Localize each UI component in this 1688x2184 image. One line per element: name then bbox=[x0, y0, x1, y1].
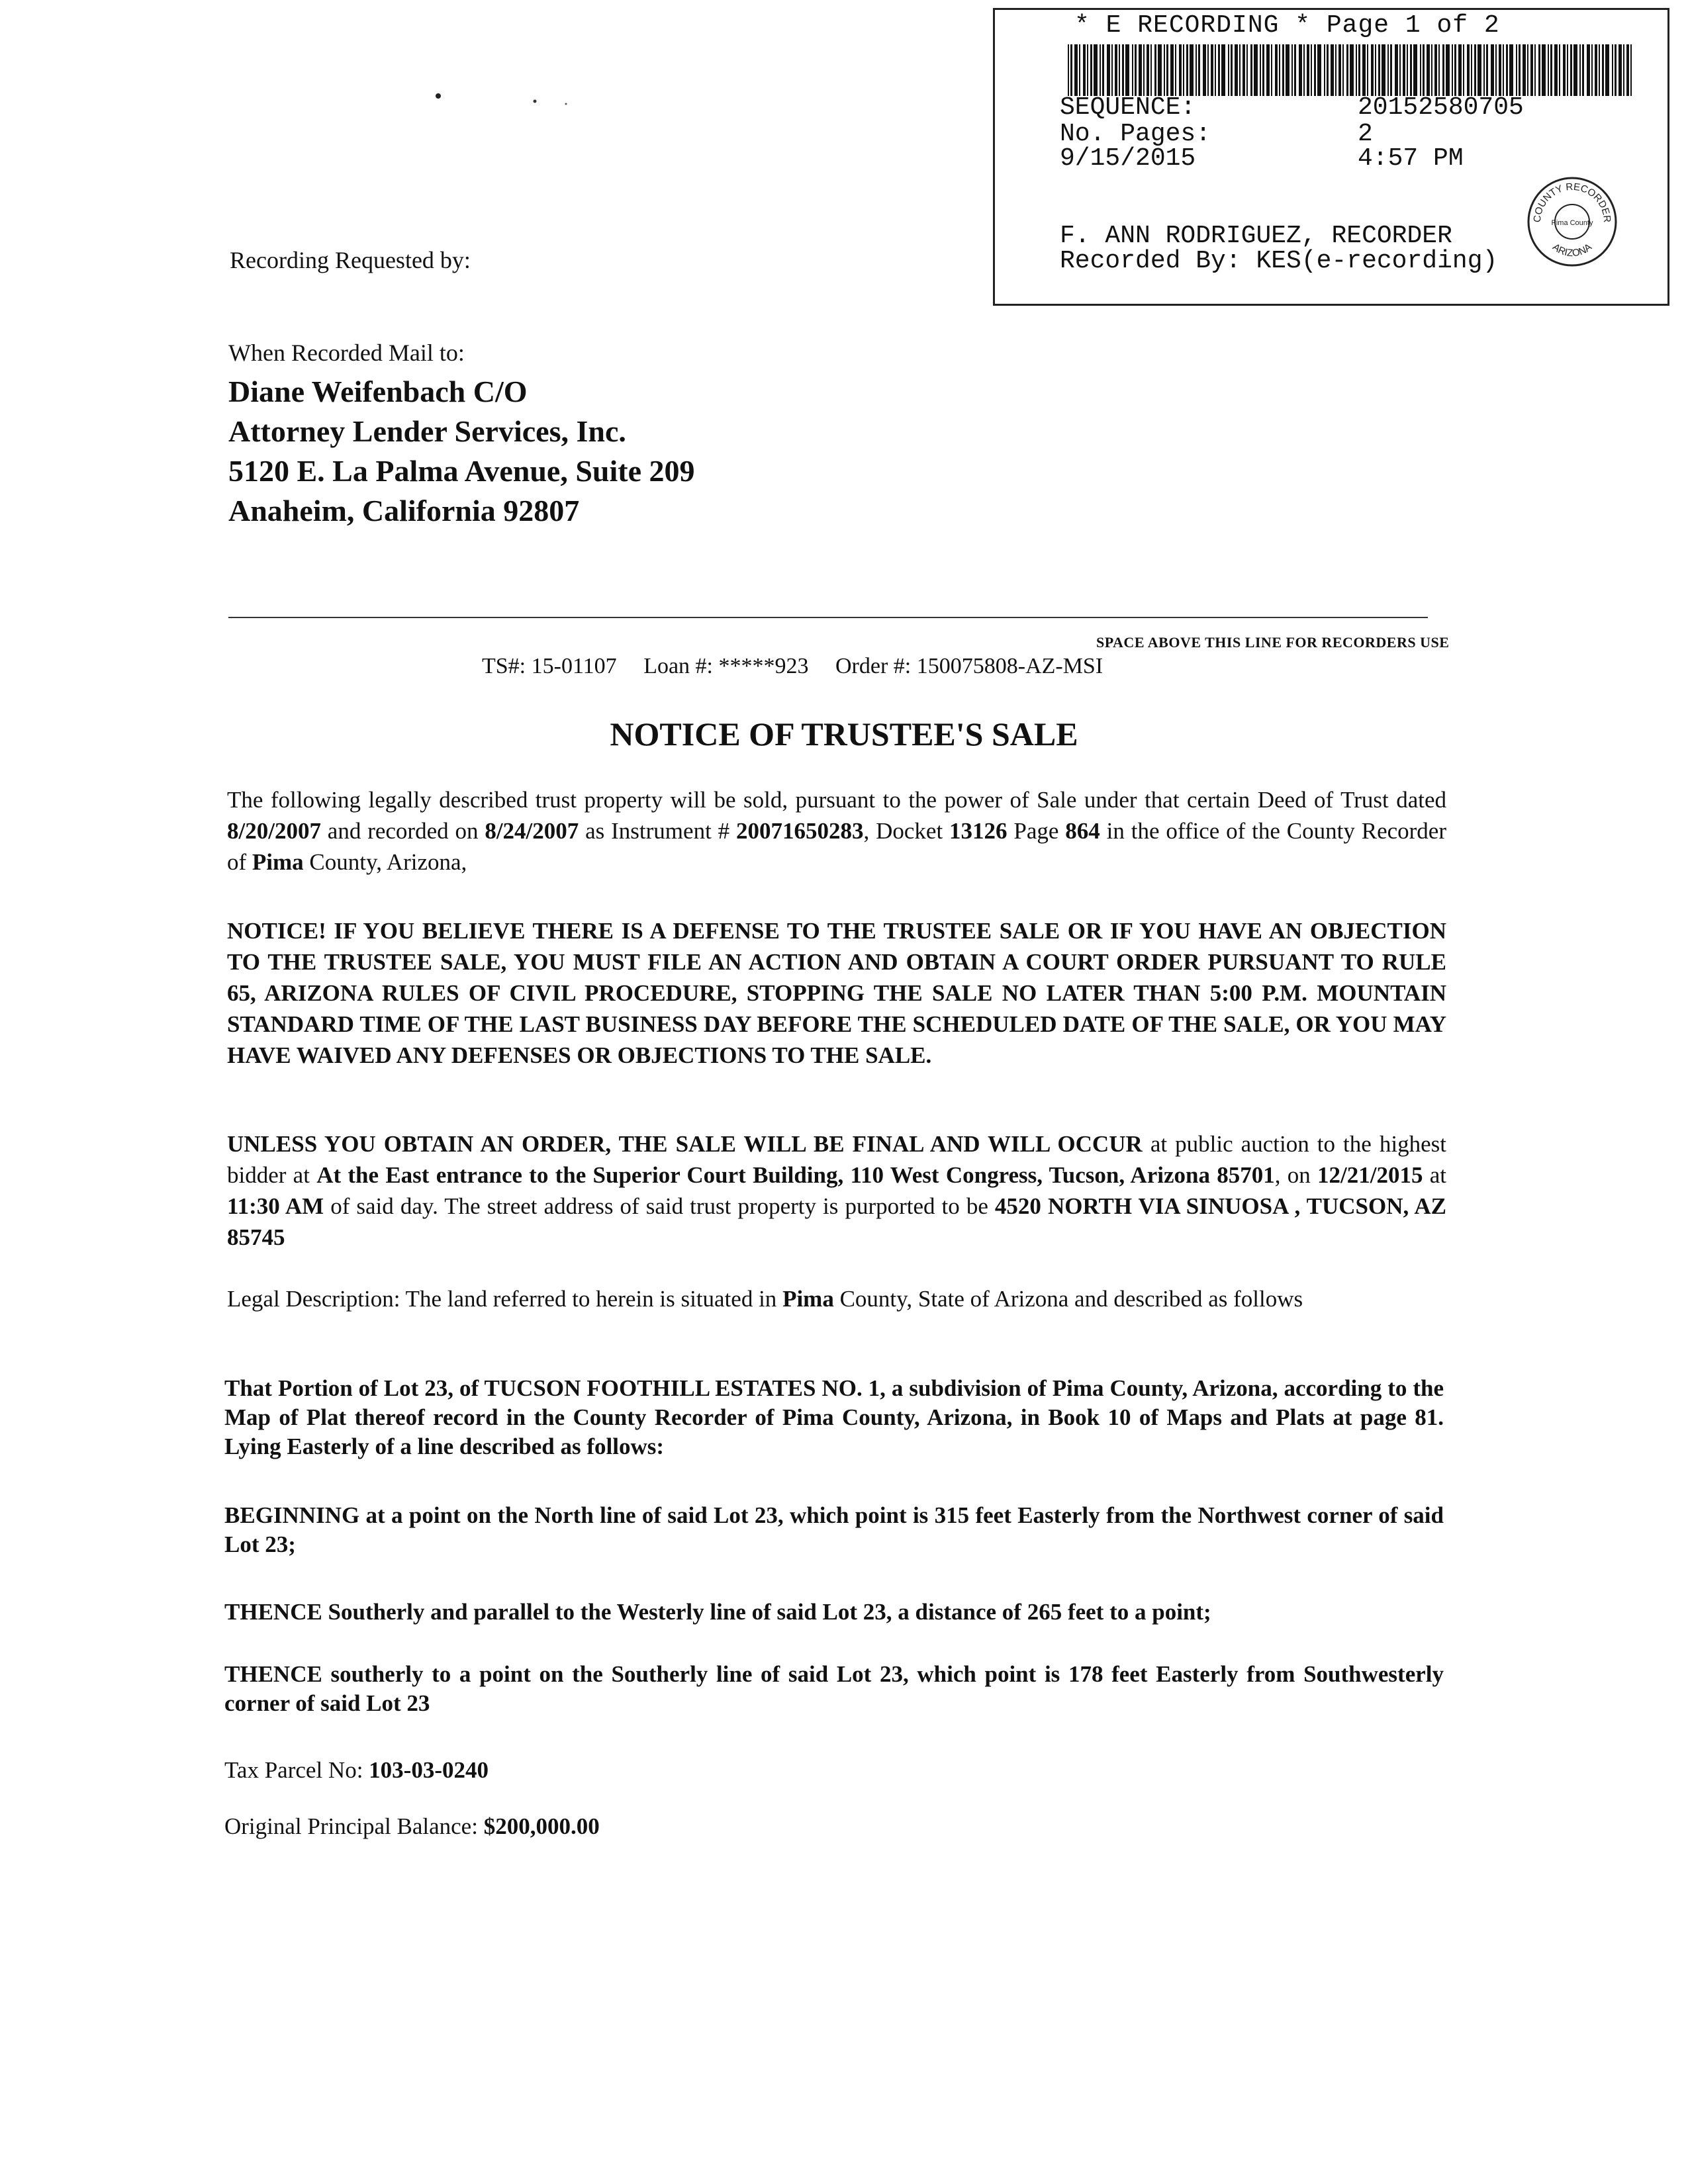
pages-value: 2 bbox=[1358, 120, 1373, 148]
document-title: NOTICE OF TRUSTEE'S SALE bbox=[610, 715, 1078, 752]
mail-to-line: Attorney Lender Services, Inc. bbox=[228, 414, 626, 448]
scan-specks bbox=[430, 89, 589, 109]
notice-paragraph: NOTICE! IF YOU BELIEVE THERE IS A DEFENSE TO THE TRUSTEE SALE OR IF YOU HAVE AN OBJECTION TO THE TRUSTEE SALE, YOU MUST FILE AN ACTION AND OBTAIN A COURT ORDER PURSUANT TO RULE 65, ARIZONA RULES OF CIVIL PROCEDURE, STOPPING THE SALE NO LATER THAN 5:00 P.M. MOUNTAIN STANDARD TIME OF THE LAST BUSINESS DAY BEFORE THE SCHEDULED DATE OF THE SALE, OR YOU MAY HAVE WAIVED ANY DEFENSES OR OBJECTIONS TO THE SALE. bbox=[227, 918, 1446, 1068]
legal-paragraph: That Portion of Lot 23, of TUCSON FOOTHILL ESTATES NO. 1, a subdivision of Pima County, Arizona, according to the Map of Plat thereof record in the County Recorder of Pima County, Arizona, in Book 10 of Maps and Plats at page 81. Lying Easterly of a line described as follows: bbox=[224, 1375, 1444, 1459]
loan-number: Loan #: *****923 bbox=[643, 654, 809, 678]
legal-paragraph: THENCE Southerly and parallel to the Westerly line of said Lot 23, a distance of 265 feet to a point; bbox=[224, 1599, 1211, 1625]
legal-paragraph: THENCE southerly to a point on the Southerly line of said Lot 23, which point is 178 feet Easterly from Southwesterly corner of said Lot 23 bbox=[224, 1661, 1444, 1716]
when-recorded-label: When Recorded Mail to: bbox=[228, 340, 465, 366]
reference-line bbox=[482, 654, 1124, 679]
recording-requested-by: Recording Requested by: bbox=[230, 247, 471, 273]
ts-number: TS#: 15-01107 bbox=[482, 654, 617, 678]
order-number: Order #: 150075808-AZ-MSI bbox=[835, 654, 1103, 678]
sequence-label: SEQUENCE: bbox=[1060, 93, 1196, 122]
recorder-space-divider bbox=[228, 617, 1428, 618]
stamp-header: * E RECORDING * Page 1 of 2 bbox=[1074, 11, 1500, 40]
mail-to-line: Diane Weifenbach C/O bbox=[228, 375, 528, 408]
mail-to-line: 5120 E. La Palma Avenue, Suite 209 bbox=[228, 454, 695, 488]
county-seal-icon bbox=[1526, 175, 1618, 268]
sale-paragraph: UNLESS YOU OBTAIN AN ORDER, THE SALE WILL BE FINAL AND WILL OCCUR at public auction to the highest bidder at At the East entrance to the Superior Court Building, 110 West Congress, Tucson, Arizona 85701, on 12/21/2015 at 11:30 AM of said day. The street address of said trust property is purported to be 4520 NORTH VIA SINUOSA , TUCSON, AZ 85745 bbox=[227, 1131, 1446, 1250]
mail-to-line: Anaheim, California 92807 bbox=[228, 494, 580, 527]
intro-paragraph: The following legally described trust property will be sold, pursuant to the power of Sale under that certain Deed of Trust dated 8/20/2007 and recorded on 8/24/2007 as Instrument # 20071650283, Docket 13126 Page 864 in the office of the County Recorder of Pima County, Arizona, bbox=[227, 787, 1446, 875]
barcode bbox=[1068, 44, 1637, 96]
recording-date: 9/15/2015 bbox=[1060, 144, 1196, 173]
sequence-value: 20152580705 bbox=[1358, 93, 1524, 122]
legal-description-intro: Legal Description: The land referred to herein is situated in Pima County, State of Arizona and described as follows bbox=[227, 1286, 1303, 1312]
svg-text:Pima County: Pima County bbox=[1551, 219, 1593, 227]
recorded-by: Recorded By: KES(e-recording) bbox=[1060, 247, 1498, 275]
recording-stamp bbox=[993, 8, 1669, 306]
svg-text:ARIZONA: ARIZONA bbox=[1550, 241, 1594, 259]
tax-parcel: Tax Parcel No: 103-03-0240 bbox=[224, 1757, 489, 1783]
recording-time: 4:57 PM bbox=[1358, 144, 1464, 173]
space-above-note: SPACE ABOVE THIS LINE FOR RECORDERS USE bbox=[1096, 634, 1450, 651]
pages-label: No. Pages: bbox=[1060, 120, 1211, 148]
mail-to-address bbox=[228, 372, 695, 531]
recorder-name: F. ANN RODRIGUEZ, RECORDER bbox=[1060, 222, 1452, 250]
svg-text:COUNTY RECORDER: COUNTY RECORDER bbox=[1531, 181, 1613, 223]
legal-paragraph: BEGINNING at a point on the North line of said Lot 23, which point is 315 feet Easterly from the Northwest corner of said Lot 23; bbox=[224, 1502, 1444, 1557]
original-principal-balance: Original Principal Balance: $200,000.00 bbox=[224, 1813, 600, 1839]
